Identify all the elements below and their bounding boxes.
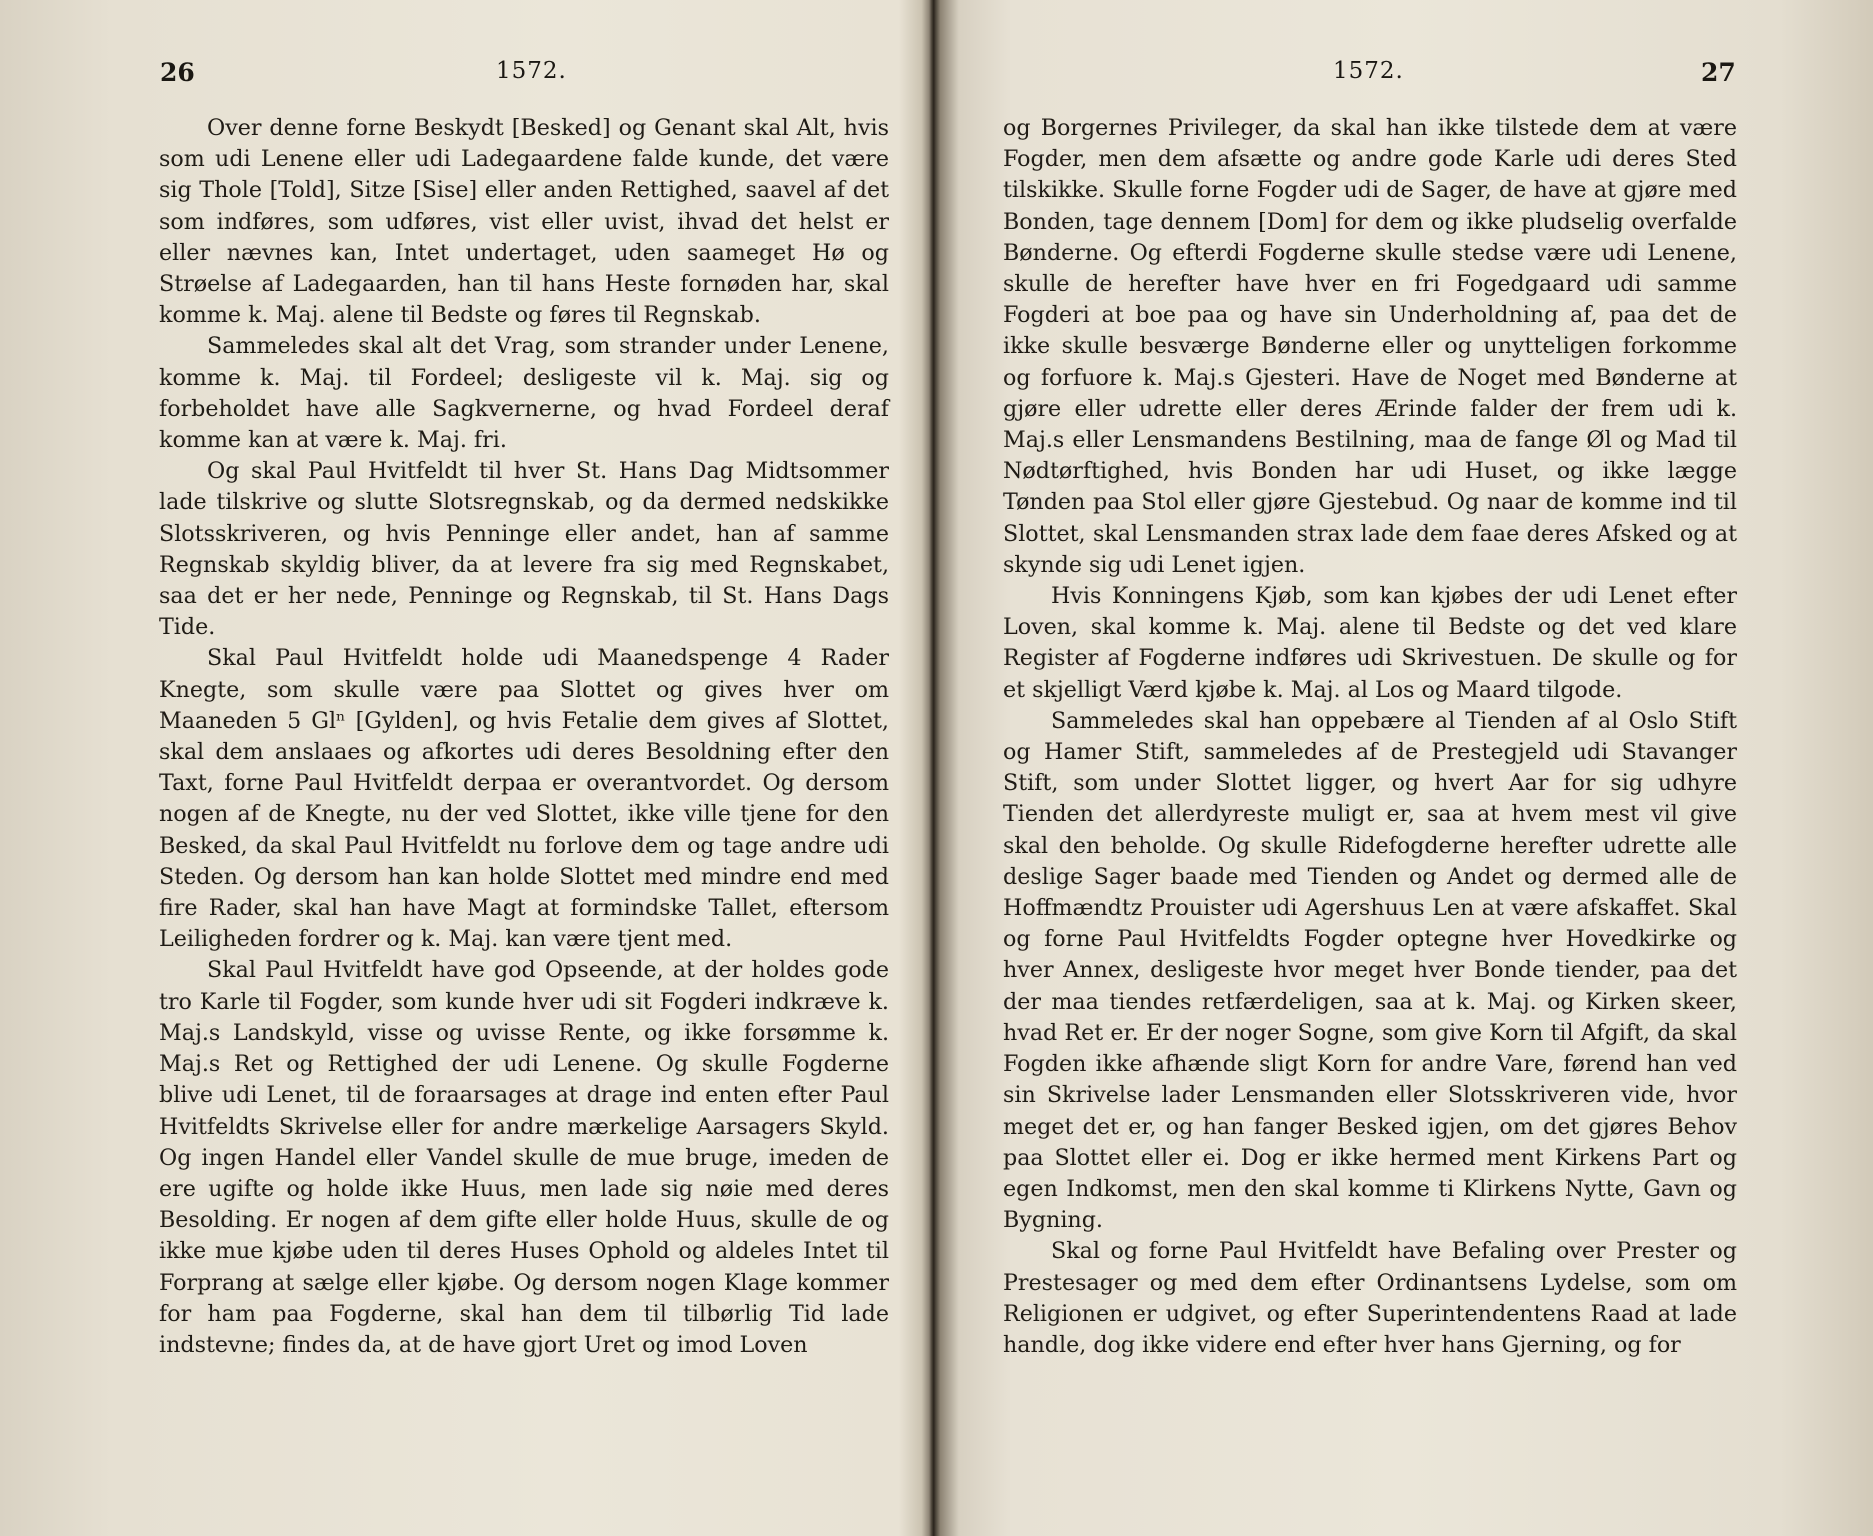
paragraph: Hvis Konningens Kjøb, som kan kjøbes der udi Lenet efter Loven, skal komme k. Maj. alene til Bedste og det ved klare Register af Fogderne indføres udi Skrivestuen. De skulle og for et skjelligt Værd kjøbe k. Maj. al Los og Maard tilgode. [1003, 583, 1737, 703]
paragraph: Over denne forne Beskydt [Besked] og Genant skal Alt, hvis som udi Lenene eller udi Ladegaardene falde kunde, det være sig Thole [Told], Sitze [Sise] eller anden Rettighed, saavel af det som indføres, som udføres, vist eller uvist, ihvad det helst er eller nævnes kan, Intet undertaget, uden saameget Hø og Strøelse af Ladegaarden, han til hans Heste fornøden har, skal komme k. Maj. alene til Bedste og føres til Regnskab. [159, 115, 889, 329]
right-page [937, 0, 1873, 1536]
paragraph: Skal og forne Paul Hvitfeldt have Befaling over Prester og Prestesager og med dem efter Ordinantsens Lydelse, som om Religionen er udgivet, og efter Superintendentens Raad at lade handle, dog ikke videre end efter hver hans Gjerning, og for [1003, 1238, 1737, 1358]
body-text [159, 113, 889, 1361]
paragraph: Sammeledes skal han oppebære al Tienden af al Oslo Stift og Hamer Stift, sammeledes af de Prestegjeld udi Stavanger Stift, som under Slottet ligger, og hvert Aar for sig udhyre Tienden det allerdyreste muligt er, saa at hvem mest vil give skal den beholde. Og skulle Ridefogderne herefter udrette alle deslige Sager baade med Tienden og Andet og dermed alle de Hoffmændtz Prouister udi Agershuus Len at være afskaffet. Skal og forne Paul Hvitfeldts Fogder optegne hver Hovedkirke og hver Annex, desligeste hvor meget hver Bonde tiender, paa det der maa tiendes retfærdeligen, saa at k. Maj. og Kirken skeer, hvad Ret er. Er der noger Sogne, som give Korn til Afgift, da skal Fogden ikke afhænde sligt Korn for andre Vare, førend han ved sin Skrivelse lader Lensmanden eller Slotsskriveren vide, hvor meget det er, og han fanger Besked igjen, om det gjøres Behov paa Slottet eller ei. Dog er ikke hermed ment Kirkens Part og egen Indkomst, men den skal komme ti Klirkens Nytte, Gavn og Bygning. [1003, 707, 1737, 1234]
paragraph: Sammeledes skal alt det Vrag, som strander under Lenene, komme k. Maj. til Fordeel; desligeste vil k. Maj. sig og forbeholdet have alle Sagkvernerne, og hvad Fordeel deraf komme kan at være k. Maj. fri. [159, 333, 889, 454]
paragraph: Og skal Paul Hvitfeldt til hver St. Hans Dag Midtsommer lade tilskrive og slutte Slotsregnskab, og da dermed nedskikke Slotsskriveren, og hvis Penninge eller andet, han af samme Regnskab skyldig bliver, da at levere fra sig med Regnskabet, saa det er her nede, Penninge og Regnskab, til St. Hans Dags Tide. [159, 458, 889, 641]
paragraph: Skal Paul Hvitfeldt have god Opseende, at der holdes gode tro Karle til Fogder, som kunde hver udi sit Fogderi indkræve k. Maj.s Landskyld, visse og uvisse Rente, og ikke forsømme k. Maj.s Ret og Rettighed der udi Lenene. Og skulle Fogderne blive udi Lenet, til de foraarsages at drage ind enten efter Paul Hvitfeldts Skrivelse eller for andre mærkelige Aarsagers Skyld. Og ingen Handel eller Vandel skulle de mue bruge, imeden de ere ugifte og holde ikke Huus, men lade sig nøie med deres Besolding. Er nogen af dem gifte eller holde Huus, skulle de og ikke mue kjøbe uden til deres Huses Ophold og aldeles Intet til Forprang at sælge eller kjøbe. Og dersom nogen Klage kommer for ham paa Fogderne, skal han dem til tilbørlig Tid lade indstevne; findes da, at de have gjort Uret og imod Loven [159, 957, 889, 1358]
running-head: 1572. [1333, 58, 1404, 84]
paragraph: Skal Paul Hvitfeldt holde udi Maanedspenge 4 Rader Knegte, som skulle være paa Slottet og gives hver om Maaneden 5 Glⁿ [Gylden], og hvis Fetalie dem gives af Slottet, skal dem anslaaes og afkortes udi deres Besoldning efter den Taxt, forne Paul Hvitfeldt derpaa er overantvordet. Og dersom nogen af de Knegte, nu der ved Slottet, ikke ville tjene for den Besked, da skal Paul Hvitfeldt nu forlove dem og tage andre udi Steden. Og dersom han kan holde Slottet med mindre end med fire Rader, skal han have Magt at formindske Tallet, eftersom Leiligheden fordrer og k. Maj. kan være tjent med. [159, 645, 889, 953]
page-number: 27 [1701, 58, 1736, 87]
running-head: 1572. [496, 58, 567, 84]
page-number: 26 [160, 58, 195, 87]
paragraph: og Borgernes Privileger, da skal han ikke tilstede dem at være Fogder, men dem afsætte og andre gode Karle udi deres Sted tilskikke. Skulle forne Fogder udi de Sager, de have at gjøre med Bonden, tage dennem [Dom] for dem og ikke pludselig overfalde Bønderne. Og efterdi Fogderne skulle stedse være udi Lenene, skulle de herefter have hver en fri Fogedgaard udi samme Fogderi at boe paa og have sin Underholdning af, paa det de ikke skulle besværge Bønderne eller og unytteligen forkomme og forfuore k. Maj.s Gjesteri. Have de Noget med Bønderne at gjøre eller udrette eller deres Ærinde falder der frem udi k. Maj.s eller Lensmandens Bestilning, maa de fange Øl og Mad til Nødtørftighed, hvis Bonden har udi Huset, og ikke lægge Tønden paa Stol eller gjøre Gjestebud. Og naar de komme ind til Slottet, skal Lensmanden strax lade dem faae deres Afsked og at skynde sig udi Lenet igjen. [1003, 115, 1737, 578]
left-page [0, 0, 936, 1536]
body-text [1003, 113, 1737, 1361]
